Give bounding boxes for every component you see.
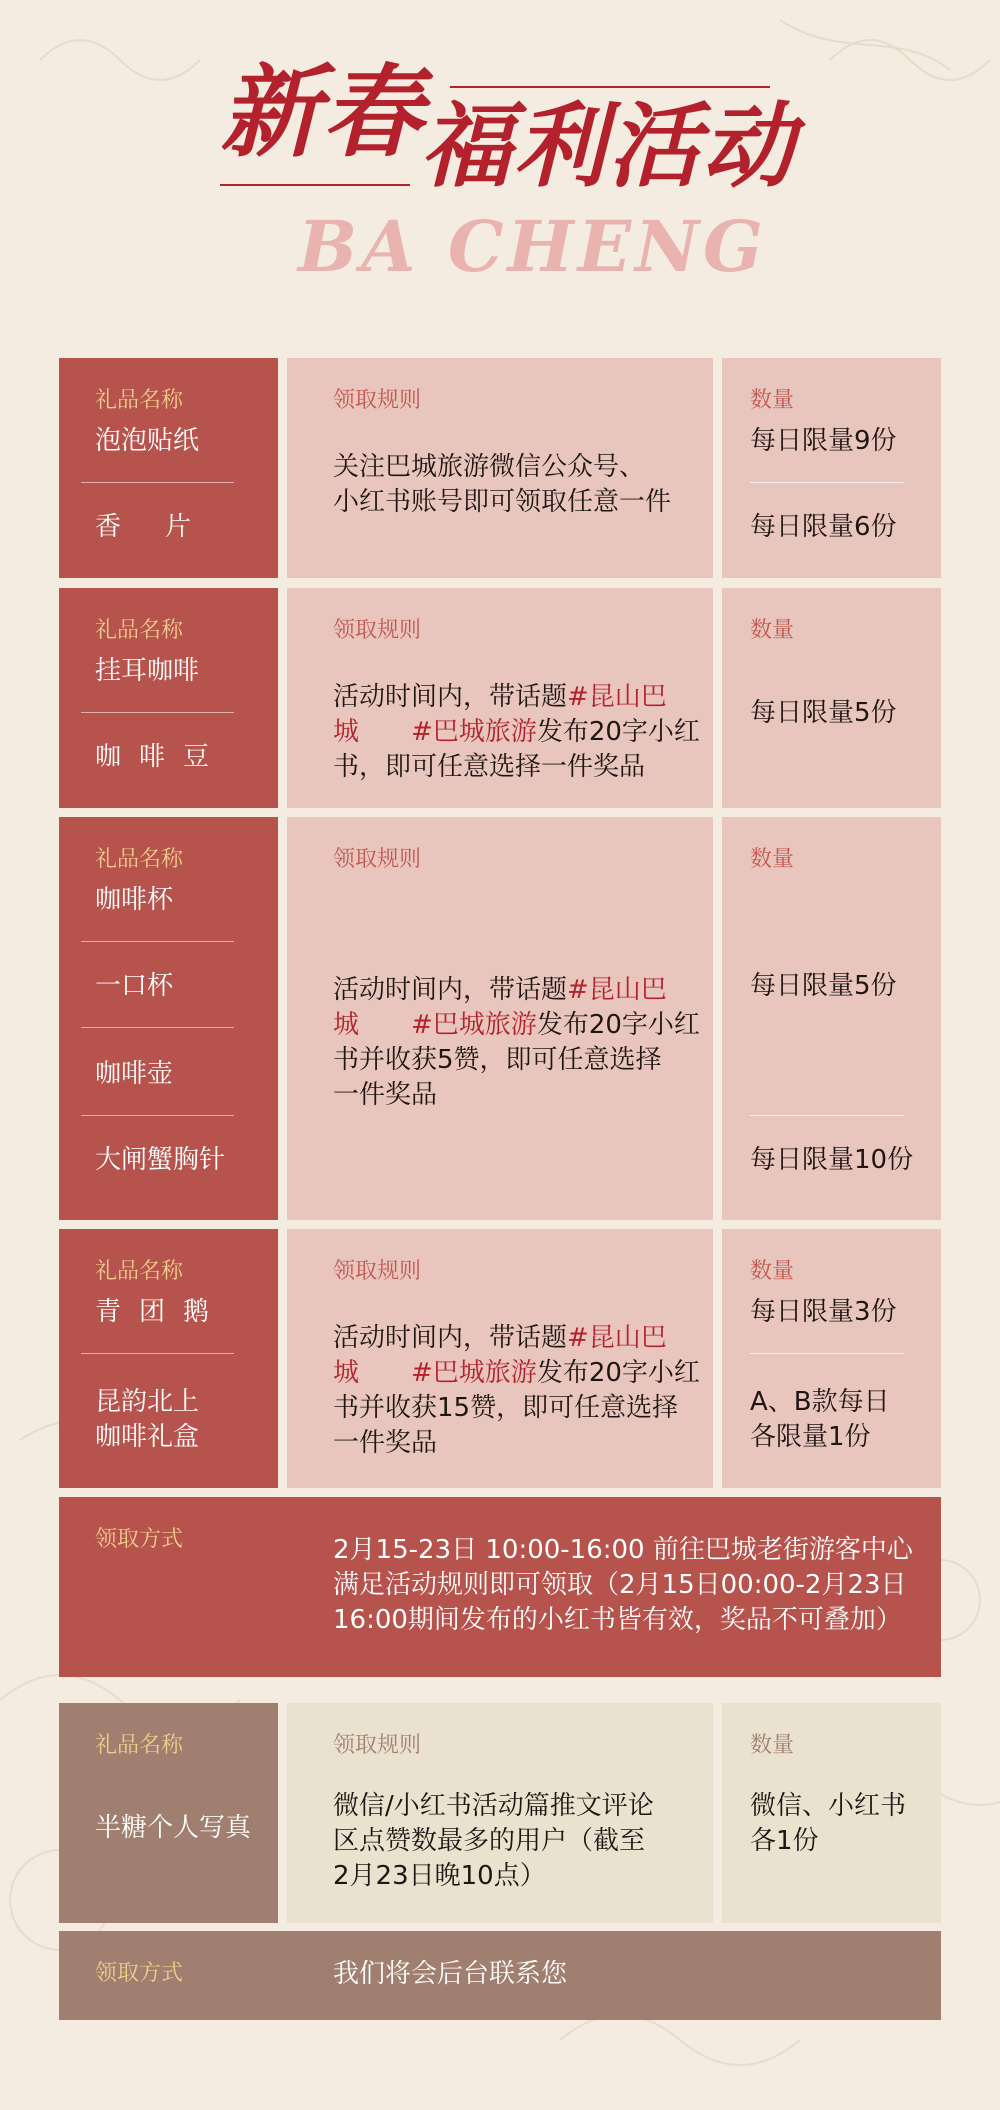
divider [81, 1115, 234, 1116]
quantity-label: 数量 [750, 618, 795, 643]
gift-item: 咖啡壶 [95, 1059, 174, 1089]
rule-cell-3 [287, 817, 713, 1220]
gift-item: 咖啡礼盒 [95, 1422, 200, 1452]
rule-line [333, 1008, 700, 1043]
hashtag-bacheng-travel: #巴城旅游 [411, 717, 537, 747]
quantity-value: 每日限量3份 [750, 1297, 897, 1327]
rule-line: 一件奖品 [333, 1080, 438, 1110]
gift-name-label: 礼品名称 [95, 1733, 184, 1758]
divider [81, 1353, 234, 1354]
rule-line: 书，即可任意选择一件奖品 [333, 752, 646, 782]
quantity-value: 每日限量5份 [750, 698, 897, 728]
hashtag-kunshan-bacheng: #昆山巴 [567, 975, 667, 1005]
quantity-value: 每日限量9份 [750, 426, 897, 456]
rule-cell-1 [287, 358, 713, 578]
rule-cell-2 [287, 588, 713, 808]
rules-label: 领取规则 [333, 1259, 422, 1284]
method-text: 我们将会后台联系您 [333, 1959, 568, 1989]
gift-cell-1 [59, 358, 278, 578]
rule-text: 活动时间内，带话题 [333, 682, 568, 712]
rule-line [333, 680, 667, 715]
method-cell-2 [59, 1931, 941, 2020]
rule-text: 发布20字小红 [536, 1358, 700, 1388]
rule-line [333, 973, 667, 1008]
gift-item: 咖啡杯 [95, 885, 174, 915]
rule-line [333, 715, 700, 750]
rule-line: 书并收获5赞，即可任意选择 [333, 1045, 662, 1075]
method-line: 2月15-23日 10:00-16:00 前往巴城老街游客中心 [333, 1535, 913, 1565]
rules-label: 领取规则 [333, 1733, 422, 1758]
gift-name-label: 礼品名称 [95, 388, 184, 413]
rule-line: 2月23日晚10点） [333, 1861, 546, 1891]
gift-cell-extra [59, 1703, 278, 1923]
rule-line: 一件奖品 [333, 1428, 438, 1458]
rules-label: 领取规则 [333, 388, 422, 413]
rule-line: 关注巴城旅游微信公众号、 [333, 452, 646, 482]
quantity-label: 数量 [750, 1259, 795, 1284]
rule-line: 小红书账号即可领取任意一件 [333, 487, 672, 517]
title-part2: 福利活动 [420, 92, 797, 200]
divider [81, 712, 234, 713]
quantity-cell-2 [722, 588, 941, 808]
hashtag-kunshan-bacheng-end: 城 [333, 1010, 360, 1040]
gift-item: 挂耳咖啡 [95, 656, 200, 686]
title-part1: 新春 [220, 53, 424, 171]
gift-name-label: 礼品名称 [95, 618, 184, 643]
quantity-cell-4 [722, 1229, 941, 1488]
gift-item: 香片 [95, 512, 236, 542]
title-decor-line [450, 86, 770, 88]
method-cell-1 [59, 1497, 941, 1677]
hashtag-kunshan-bacheng-end: 城 [333, 717, 360, 747]
gift-item: 大闸蟹胸针 [95, 1145, 226, 1175]
gift-item: 青团鹅 [95, 1297, 228, 1327]
divider [81, 941, 234, 942]
rule-text: 发布20字小红 [536, 717, 700, 747]
divider [750, 1353, 904, 1354]
quantity-label: 数量 [750, 388, 795, 413]
gift-name-label: 礼品名称 [95, 1259, 184, 1284]
quantity-value: 各1份 [750, 1826, 819, 1856]
method-line: 16:00期间发布的小红书皆有效，奖品不可叠加） [333, 1605, 902, 1635]
hashtag-bacheng-travel: #巴城旅游 [411, 1358, 537, 1388]
hashtag-bacheng-travel: #巴城旅游 [411, 1010, 537, 1040]
rule-line: 区点赞数最多的用户（截至 [333, 1826, 646, 1856]
rule-text: 发布20字小红 [536, 1010, 700, 1040]
quantity-cell-1 [722, 358, 941, 578]
quantity-label: 数量 [750, 847, 795, 872]
quantity-value: 每日限量5份 [750, 971, 897, 1001]
hashtag-kunshan-bacheng: #昆山巴 [567, 1323, 667, 1353]
hashtag-kunshan-bacheng: #昆山巴 [567, 682, 667, 712]
rule-text: 活动时间内，带话题 [333, 1323, 568, 1353]
rule-cell-extra [287, 1703, 713, 1923]
quantity-cell-extra [722, 1703, 941, 1923]
gift-item: 一口杯 [95, 971, 174, 1001]
divider [750, 482, 904, 483]
divider [81, 482, 234, 483]
gift-cell-3 [59, 817, 278, 1220]
divider [81, 1027, 234, 1028]
title-underline [220, 184, 410, 186]
gift-name-label: 礼品名称 [95, 847, 184, 872]
gift-item: 泡泡贴纸 [95, 426, 200, 456]
rules-label: 领取规则 [333, 618, 422, 643]
rule-line [333, 1321, 667, 1356]
quantity-value: 每日限量10份 [750, 1145, 914, 1175]
quantity-value: A、B款每日 [750, 1387, 890, 1417]
method-line: 满足活动规则即可领取（2月15日00:00-2月23日 [333, 1570, 907, 1600]
subtitle: BA CHENG [298, 205, 767, 288]
gift-item: 半糖个人写真 [95, 1813, 252, 1843]
quantity-label: 数量 [750, 1733, 795, 1758]
gift-cell-4 [59, 1229, 278, 1488]
rules-label: 领取规则 [333, 847, 422, 872]
hashtag-kunshan-bacheng-end: 城 [333, 1358, 360, 1388]
quantity-value: 微信、小红书 [750, 1791, 907, 1821]
quantity-cell-3 [722, 817, 941, 1220]
quantity-value: 各限量1份 [750, 1422, 871, 1452]
rule-text: 活动时间内，带话题 [333, 975, 568, 1005]
rule-line: 书并收获15赞，即可任意选择 [333, 1393, 679, 1423]
gift-item: 咖啡豆 [95, 742, 228, 772]
rule-line: 微信/小红书活动篇推文评论 [333, 1791, 654, 1821]
quantity-value: 每日限量6份 [750, 512, 897, 542]
method-label: 领取方式 [95, 1527, 184, 1552]
method-label: 领取方式 [95, 1961, 184, 1986]
poster-header [0, 0, 1000, 300]
rule-cell-4 [287, 1229, 713, 1488]
gift-item: 昆韵北上 [95, 1387, 200, 1417]
divider [750, 1115, 904, 1116]
rule-line [333, 1356, 700, 1391]
gift-cell-2 [59, 588, 278, 808]
